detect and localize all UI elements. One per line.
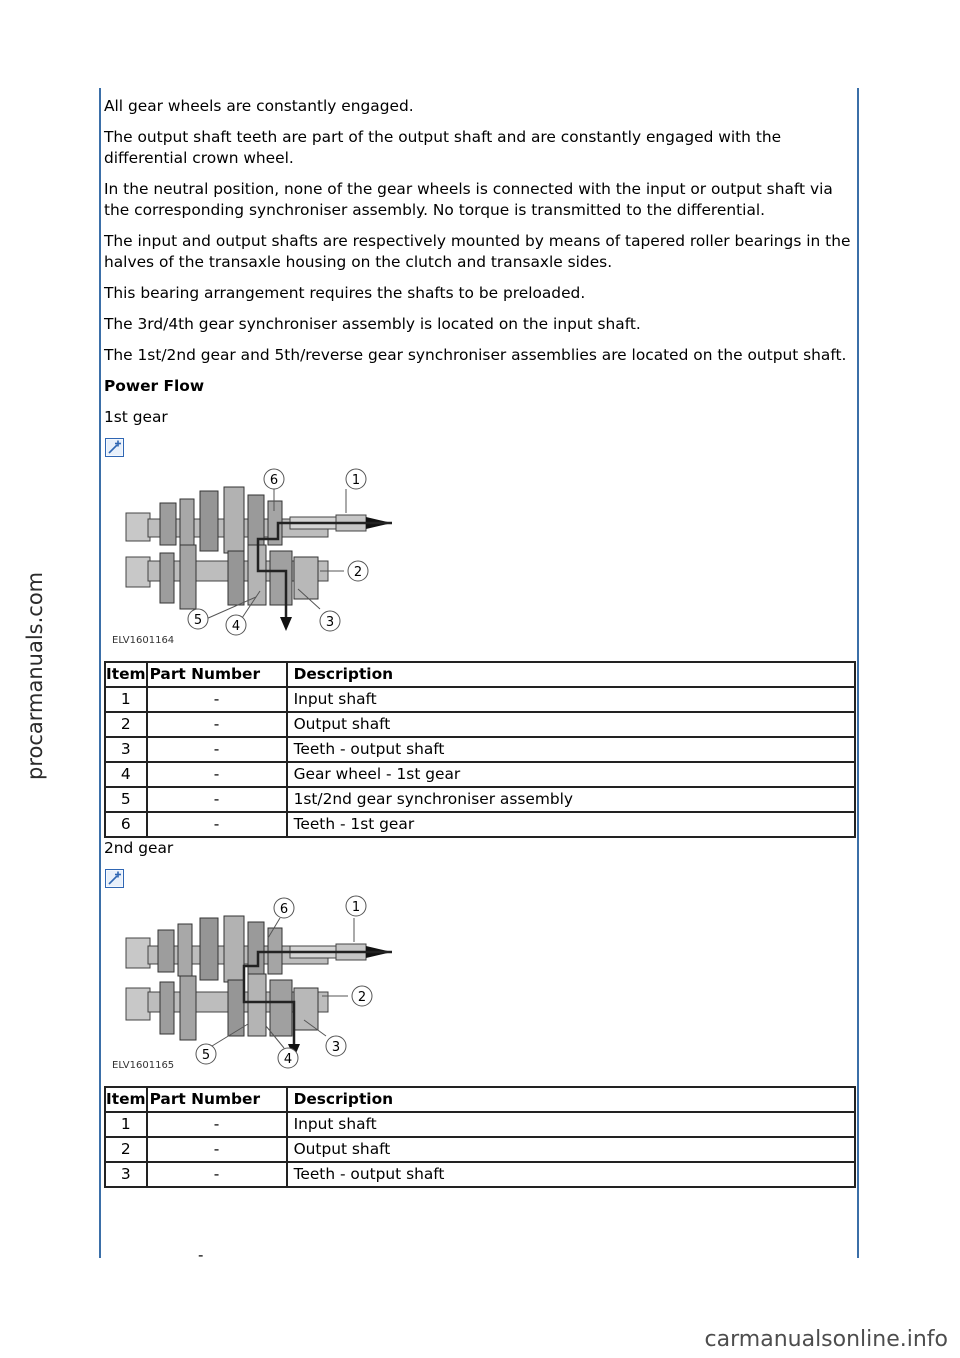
callout-1: 1 — [351, 473, 361, 488]
paragraph: This bearing arrangement requires the shafts to be preloaded. — [104, 284, 586, 302]
figure-code: ELV1601164 — [112, 635, 175, 646]
column-header: Description — [287, 1087, 855, 1112]
table-row — [105, 1162, 855, 1187]
description-cell: Input shaft — [287, 687, 855, 712]
callout-6: 6 — [269, 473, 279, 488]
callout-2: 2 — [353, 565, 363, 580]
item-cell: 1 — [105, 687, 147, 712]
paragraph: The input and output shafts are respectively mounted by means of tapered roller bearings in the halves of the transaxle housing on the clutch and transaxle sides. — [104, 232, 851, 271]
column-header: Part Number — [147, 662, 287, 687]
parts-table-2nd-gear — [104, 1086, 856, 1188]
part-number-cell: - — [147, 1162, 287, 1187]
callout-2: 2 — [357, 990, 367, 1005]
paragraph: The 1st/2nd gear and 5th/reverse gear synchroniser assemblies are located on the output shaft. — [104, 346, 847, 364]
item-cell: 4 — [105, 762, 147, 787]
right-margin-rule — [857, 88, 859, 1258]
part-number-cell: - — [147, 737, 287, 762]
part-number-cell: - — [147, 812, 287, 837]
part-number-cell: - — [147, 787, 287, 812]
item-cell: 3 — [105, 1162, 147, 1187]
document-body — [104, 96, 854, 1188]
callout-5: 5 — [201, 1048, 211, 1063]
gearbox-diagram-1st-gear — [108, 459, 408, 649]
side-watermark-text: procarmanuals.com — [23, 571, 47, 780]
item-cell: 2 — [105, 1137, 147, 1162]
description-cell: Teeth - 1st gear — [287, 812, 855, 837]
description-cell: Output shaft — [287, 712, 855, 737]
part-number-cell: - — [147, 1137, 287, 1162]
zoom-icon[interactable] — [105, 438, 124, 457]
table-row — [105, 687, 855, 712]
table-row — [105, 787, 855, 812]
description-cell: Input shaft — [287, 1112, 855, 1137]
callout-3: 3 — [325, 615, 335, 630]
item-cell: 1 — [105, 1112, 147, 1137]
paragraph: In the neutral position, none of the gear wheels is connected with the input or output shaft via the corresponding synchroniser assembly. No torque is transmitted to the differential. — [104, 180, 833, 219]
callout-3: 3 — [331, 1040, 341, 1055]
description-cell: 1st/2nd gear synchroniser assembly — [287, 787, 855, 812]
bottom-watermark: carmanualsonline.info — [704, 1327, 948, 1352]
side-watermark — [14, 540, 58, 790]
table-row — [105, 1137, 855, 1162]
table-header-row — [105, 1087, 855, 1112]
trailing-dash: - — [198, 1246, 204, 1264]
paragraph: The output shaft teeth are part of the output shaft and are constantly engaged with the differential crown wheel. — [104, 128, 782, 167]
description-cell: Gear wheel - 1st gear — [287, 762, 855, 787]
paragraph: The 3rd/4th gear synchroniser assembly is located on the input shaft. — [104, 315, 641, 333]
table-row — [105, 762, 855, 787]
item-cell: 3 — [105, 737, 147, 762]
part-number-cell: - — [147, 1112, 287, 1137]
gear-label-2nd: 2nd gear — [104, 839, 174, 857]
item-cell: 2 — [105, 712, 147, 737]
part-number-cell: - — [147, 687, 287, 712]
callout-1: 1 — [351, 900, 361, 915]
table-row — [105, 737, 855, 762]
callout-6: 6 — [279, 902, 289, 917]
paragraph: All gear wheels are constantly engaged. — [104, 97, 414, 115]
section-heading: Power Flow — [104, 377, 205, 395]
description-cell: Teeth - output shaft — [287, 737, 855, 762]
gear-label-1st: 1st gear — [104, 408, 168, 426]
gearbox-diagram-2nd-gear — [108, 890, 408, 1074]
column-header: Item — [105, 662, 147, 687]
zoom-icon[interactable] — [105, 869, 124, 888]
figure-code: ELV1601165 — [112, 1060, 175, 1071]
item-cell: 5 — [105, 787, 147, 812]
table-row — [105, 1112, 855, 1137]
description-cell: Teeth - output shaft — [287, 1162, 855, 1187]
table-row — [105, 812, 855, 837]
table-row — [105, 712, 855, 737]
column-header: Item — [105, 1087, 147, 1112]
part-number-cell: - — [147, 712, 287, 737]
parts-table-1st-gear — [104, 661, 856, 838]
left-margin-rule — [99, 88, 101, 1258]
callout-5: 5 — [193, 613, 203, 628]
column-header: Part Number — [147, 1087, 287, 1112]
column-header: Description — [287, 662, 855, 687]
description-cell: Output shaft — [287, 1137, 855, 1162]
callout-4: 4 — [231, 619, 241, 634]
table-header-row — [105, 662, 855, 687]
part-number-cell: - — [147, 762, 287, 787]
item-cell: 6 — [105, 812, 147, 837]
callout-4: 4 — [283, 1052, 293, 1067]
